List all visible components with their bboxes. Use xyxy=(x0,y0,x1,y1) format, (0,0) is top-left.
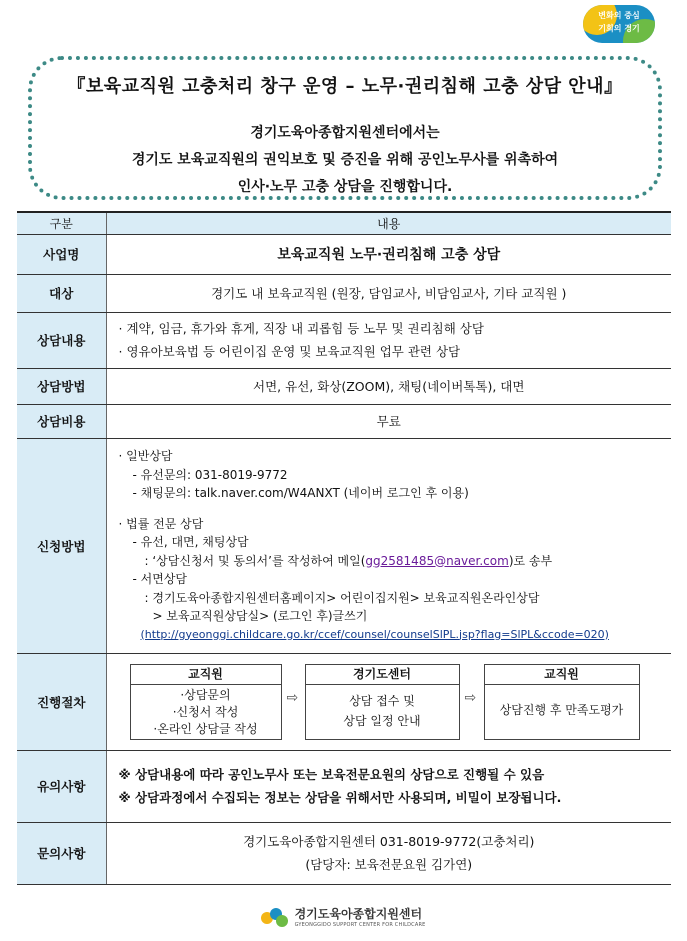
cost-value: 무료 xyxy=(106,404,671,438)
slogan-line2: 기회의 경기 xyxy=(598,24,640,33)
legal-sub2-desc2: > 보육교직원상담실> (로그인 후)글쓰기 xyxy=(152,609,368,623)
process-step-2 xyxy=(305,664,460,740)
email-link[interactable]: gg2581485@naver.com xyxy=(365,553,509,568)
legal-sub2: - 서면상담 xyxy=(132,572,188,586)
method-value: 서면, 유선, 화상(ZOOM), 채팅(네이버톡톡), 대면 xyxy=(106,368,671,404)
intro-line-3: 인사·노무 고충 상담을 진행합니다. xyxy=(237,179,453,195)
process-step-line: 상담진행 후 만족도평가 xyxy=(499,702,624,717)
header-category: 구분 xyxy=(17,212,106,234)
process-step-line: 상담 일정 안내 xyxy=(343,713,421,728)
contact-line-2: (담당자: 보육전문요원 김가연) xyxy=(305,857,473,872)
page-title: 『보육교직원 고충처리 창구 운영 – 노무·권리침해 고충 상담 안내』 xyxy=(67,76,623,97)
process-step-head: 교직원 xyxy=(485,665,639,685)
info-table xyxy=(17,211,671,885)
notice-label: 유의사항 xyxy=(17,750,106,822)
process-step-1 xyxy=(130,664,282,740)
legal-sub2-desc1: : 경기도육아종합지원센터홈페이지> 어린이집지원> 보육교직원온라인상담 xyxy=(144,590,540,605)
slogan-line1: 변화의 중심 xyxy=(598,11,640,20)
process-step-3 xyxy=(484,664,640,740)
arrow-right-icon: ⇨ xyxy=(464,689,477,706)
process-label: 진행절차 xyxy=(17,653,106,750)
general-title: · 일반상담 xyxy=(118,449,173,463)
arrow-right-icon: ⇨ xyxy=(286,689,299,706)
business-label: 사업명 xyxy=(17,234,106,274)
footer-name-en: GYEONGGIDO SUPPORT CENTER FOR CHILDCARE xyxy=(294,922,426,928)
target-label: 대상 xyxy=(17,274,106,312)
intro-banner xyxy=(28,56,662,200)
apply-label: 신청방법 xyxy=(17,438,106,653)
general-phone: - 유선문의: 031-8019-9772 xyxy=(132,467,288,482)
notice-item: ※ 상담내용에 따라 공인노무사 또는 보육전문요원의 상담으로 진행될 수 있음 xyxy=(118,767,545,782)
slogan-badge xyxy=(583,5,655,43)
contact-label: 문의사항 xyxy=(17,822,106,884)
legal-sub1-desc: : ‘상담신청서 및 동의서’를 작성하여 메일(gg2581485@naver.com)로 송부 xyxy=(144,553,553,568)
business-value: 보육교직원 노무·권리침해 고충 상담 xyxy=(106,234,671,274)
center-logo-icon xyxy=(261,906,289,928)
cost-label: 상담비용 xyxy=(17,404,106,438)
intro-line-2: 경기도 보육교직원의 권익보호 및 증진을 위해 공인노무사를 위촉하여 xyxy=(131,152,559,168)
process-step-head: 경기도센터 xyxy=(306,665,459,685)
method-label: 상담방법 xyxy=(17,368,106,404)
header-content: 내용 xyxy=(106,212,671,234)
content-label: 상담내용 xyxy=(17,312,106,368)
footer-logo xyxy=(0,905,687,928)
process-step-line: 상담 접수 및 xyxy=(349,693,415,708)
general-chat: - 채팅문의: talk.naver.com/W4ANXT (네이버 로그인 후 이용) xyxy=(132,486,469,500)
counsel-url-link[interactable]: (http://gyeonggi.childcare.go.kr/ccef/counsel/counselSlPL.jsp?flag=SlPL&ccode=020) xyxy=(140,627,609,641)
process-step-head: 교직원 xyxy=(131,665,281,685)
legal-sub1: - 유선, 대면, 채팅상담 xyxy=(132,535,249,549)
content-item: · 계약, 임금, 휴가와 휴게, 직장 내 괴롭힘 등 노무 및 권리침해 상담 xyxy=(118,321,484,336)
process-step-line: ·상담문의 xyxy=(180,687,231,702)
target-value: 경기도 내 보육교직원 (원장, 담임교사, 비담임교사, 기타 교직원 ) xyxy=(106,274,671,312)
contact-line-1: 경기도육아종합지원센터 031-8019-9772(고충처리) xyxy=(243,834,535,849)
legal-title: · 법률 전문 상담 xyxy=(118,516,204,531)
intro-line-1: 경기도육아종합지원센터에서는 xyxy=(250,125,440,141)
content-item: · 영유아보육법 등 어린이집 운영 및 보육교직원 업무 관련 상담 xyxy=(118,344,461,359)
process-step-line: ·신청서 작성 xyxy=(172,704,239,719)
process-flow xyxy=(107,654,672,750)
footer-name-ko: 경기도육아종합지원센터 xyxy=(294,907,423,921)
process-step-line: ·온라인 상담글 작성 xyxy=(153,721,258,736)
notice-item: ※ 상담과정에서 수집되는 정보는 상담을 위해서만 사용되며, 비밀이 보장됩니다. xyxy=(118,790,562,805)
